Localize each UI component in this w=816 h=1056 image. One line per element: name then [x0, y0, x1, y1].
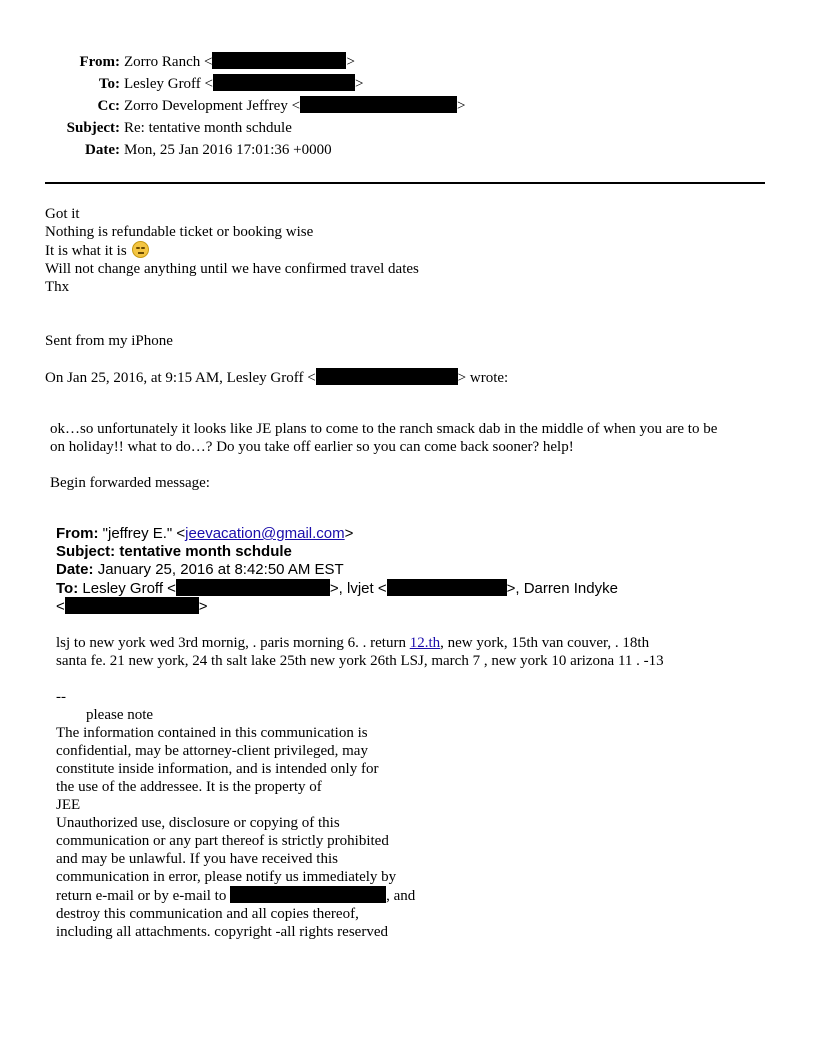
- cc-label: Cc:: [97, 98, 120, 114]
- date-value: Mon, 25 Jan 2016 17:01:36 +0000: [124, 142, 332, 158]
- header-divider: [45, 182, 765, 184]
- unamused-face-icon: [132, 241, 149, 258]
- redaction-box: [213, 74, 355, 91]
- header-cc: Cc: Zorro Development Jeffrey < >: [40, 95, 466, 117]
- reply-line: Thx: [45, 279, 70, 295]
- forwarded-body: santa fe. 21 new york, 24 th salt lake 25th new york 26th LSJ, march 7 , new york 10 arizona 11 . -13: [56, 653, 664, 669]
- redaction-box: [230, 886, 386, 903]
- from-value: Zorro Ranch <: [124, 54, 213, 70]
- fw-subject-value: tentative month schdule: [119, 543, 292, 560]
- subject-label: Subject:: [66, 120, 120, 136]
- from-label: From:: [79, 54, 120, 70]
- to-label: To:: [98, 76, 120, 92]
- redaction-box: [65, 597, 199, 614]
- forwarded-body: lsj to new york wed 3rd mornig, . paris morning 6. . return 12.th, new york, 15th van couver, . 18th: [56, 635, 650, 651]
- forwarded-to: To: Lesley Groff < >, lvjet < >, Darren Indyke: [56, 580, 618, 597]
- redaction-box: [212, 52, 346, 69]
- header-to: To: Lesley Groff < >: [40, 73, 363, 95]
- reply-line: Got it: [45, 206, 80, 222]
- forwarded-date: Date: January 25, 2016 at 8:42:50 AM EST: [56, 561, 344, 578]
- redaction-box: [300, 96, 457, 113]
- forwarded-subject: Subject: tentative month schdule: [56, 543, 292, 560]
- fw-date-value: January 25, 2016 at 8:42:50 AM EST: [97, 561, 344, 578]
- forwarded-from: From: "jeffrey E." <jeevacation@gmail.com>: [56, 525, 354, 542]
- date-link[interactable]: 12.th: [409, 635, 441, 651]
- header-date: [40, 139, 332, 161]
- cc-value: Zorro Development Jeffrey <: [124, 98, 301, 114]
- quoted-text: on holiday!! what to do…? Do you take off earlier so you can come back sooner? help!: [50, 439, 574, 455]
- subject-value: Re: tentative month schdule: [124, 120, 292, 136]
- disclaimer-text: The information contained in this communication is confidential, may be attorney-client privileged, may constitute inside information, and is intended only for the use of the addressee. It is the property of JEE Unauthorized use, disclosure or copying of this communication or any part thereof is strictly prohibited and may be unlawful. If you have received this communication in error, please notify us immediately by return e-mail or by e-mail to , and destroy this communication and all copies thereof, including all attachments. copyright -all rights reserved: [56, 725, 416, 940]
- redaction-box: [387, 579, 507, 596]
- quote-intro: On Jan 25, 2016, at 9:15 AM, Lesley Groff < > wrote:: [45, 370, 509, 386]
- begin-forwarded: Begin forwarded message:: [50, 475, 210, 491]
- date-label: Date:: [85, 142, 120, 158]
- redaction-box: [176, 579, 330, 596]
- redaction-box: [316, 368, 458, 385]
- reply-line: Nothing is refundable ticket or booking wise: [45, 224, 314, 240]
- fw-from-label: From:: [56, 525, 99, 542]
- to-value: Lesley Groff <: [124, 76, 213, 92]
- signature: Sent from my iPhone: [45, 333, 173, 349]
- quoted-text: ok…so unfortunately it looks like JE plans to come to the ranch smack dab in the middle of when you are to be: [50, 421, 718, 437]
- please-note: please note: [86, 707, 154, 723]
- sender-email-link[interactable]: jeevacation@gmail.com: [185, 525, 345, 542]
- forwarded-to-cont: < >: [56, 598, 208, 615]
- signature-dashes: --: [56, 689, 66, 705]
- header-from: From: Zorro Ranch < >: [40, 51, 355, 73]
- reply-line: It is what it is: [45, 241, 149, 259]
- reply-line: Will not change anything until we have confirmed travel dates: [45, 261, 419, 277]
- header-subject: [40, 117, 292, 139]
